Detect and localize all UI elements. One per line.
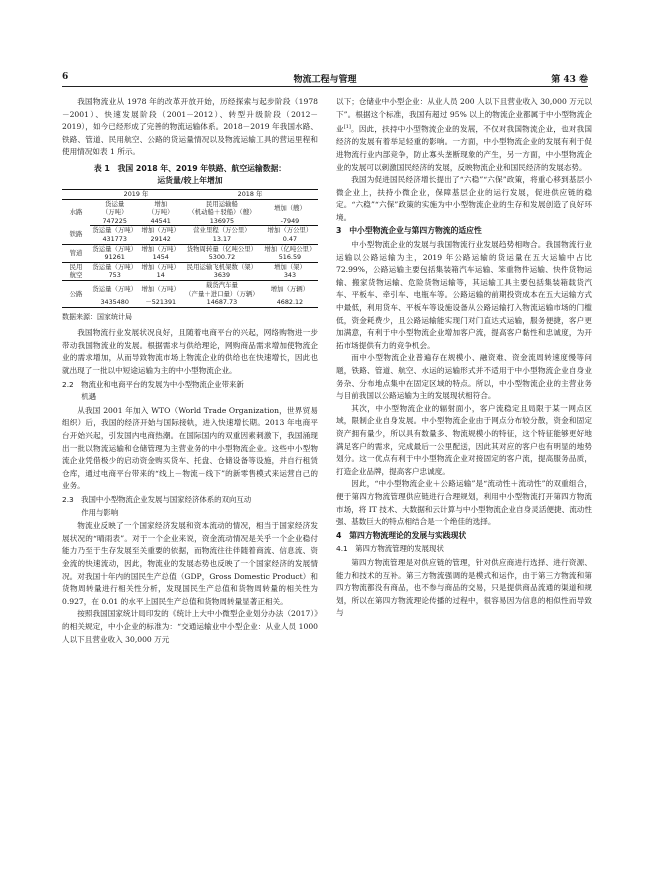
paragraph: 中小型物流企业的发展与我国物流行业发展趋势相吻合。我国物流行业运输以公路运输为主，2019 年公路运输的货运量在五大运输中占比 72.99%，公路运输主要包括集装箱汽车运输、笨重物件运输、快件货物运输、搬家货物运输、危险货物运输等，其运输工具主要包括集装箱载货汽车、平板车、牵引车、电瓶车等。公路运输的前期投资成本在五大运输方式中最低，利用货车、平板车等设施设备从公路运输打入物流运输市场的门槛低，资金耗费少，且公路运输能实现门对门直达式运输，服务便捷，客户更加满意，有利于中小型物流企业增加客户流，提高客户黏性和忠诚度，为开拓市场提供有力的竞争机会。: [336, 240, 592, 350]
table-cell: 516.59: [262, 253, 318, 262]
section-heading-2-2: 2.2 物流业和电商平台的发展为中小型物流企业带来新 机遇: [62, 379, 244, 402]
row-label: 铁路: [62, 226, 90, 244]
volume-label: 第 43 卷: [551, 75, 588, 85]
table-header-cell: 货运量（万吨）: [92, 244, 138, 253]
table-header-cell: 增加（万辆）: [270, 285, 310, 294]
running-header: [62, 70, 588, 87]
table-header-cell: 增加（架）: [273, 262, 306, 271]
paragraph: 以下；仓储业中小型企业：从业人员 200 人以下且营业收入 30,000 万元以下”。根据这个标准，我国有超过 95% 以上的物流企业都属于中小型物流企业[1]。因此，扶持中小型物流企业的发展，不仅对我国物流企业，也对我国经济的发展有着举足轻重的影响。一方面，中小型物流企业的发展有利于促进物流行业内部竞争，防止寡头垄断现象的产生，另一方面，中小型物流企业的发展可以刺激国民经济的发展，反映物流企业和国民经济的发展态势。: [336, 97, 592, 172]
table-cell: 14: [139, 271, 182, 280]
table-cell: 29142: [139, 235, 182, 244]
table-header-cell: 增加（万吨）: [141, 226, 180, 235]
table-header-cell: 货运量（万吨）: [92, 262, 138, 271]
paragraph: 我国为促进国民经济增长提出了“六稳”“六保”政策，将重心移到基层小微企业上，扶持小微企业，保障基层企业的运行发展，促进供应链的稳定。“六稳”“六保”政策的实施为中小型物流企业的生存和发展创造了良好环境。: [336, 175, 592, 222]
table-header-cell: 货运量（万吨）: [92, 285, 138, 294]
section-heading-4: 4 第四方物流理论的发展与实践现状: [336, 530, 467, 540]
table-header-cell: 民用运输飞机架数（架）: [186, 262, 258, 271]
table-year-2019: 2019 年: [90, 189, 182, 199]
paragraph: 其次，中小型物流企业的辐射面小，客户流稳定且局限于某一网点区域，限制企业自身发展。中小型物流企业由于网点分布较分散，资金和固定资产拥有量少，所以具有数量多、物流规模小的特征，这个特征能够更好地满足客户的需求，完成最后一公里配送，因此其对应的客户也有明显的地势划分。这一优点有利于中小型物流企业对接固定的客户流，提高服务品质，打造企业品牌，提高客户忠诚度。: [336, 403, 592, 476]
paragraph: 我国物流业从 1978 年的改革开放开始，历经探索与起步阶段（1978－2001）、快速发展阶段（2001－2012）、转型升级阶段（2012－2019），如今已经形成了完善的物流运输体系。2018－2019 年我国水路、铁路、管道、民用航空、公路的货运量情况以及物流运输工具的营运里程和使用情况如表 1 所示。: [62, 97, 318, 157]
paragraph: 物流业反映了一个国家经济发展和资本流动的情况，相当于国家经济发展状况的“晴雨表”。对于一个企业来说，资金流动情况是关乎一个企业稳付能力乃至于生存发展至关重要的依据，而物流往往伴随着商流、信息流、资金流的快速流动，因此，物流业的发展态势也反映了一个国家经济的发展情况。对我国十年内的国民生产总值（GDP，Gross Domestic Product）和货物周转量进行相关性分析，发现国民生产总值和货物周转量的相关性为 0.927，在 0.01 的水平上国民生产总值和货物周转量显著正相关。: [62, 521, 318, 606]
table-header-cell: 货物周转量（亿吨公里）: [186, 244, 258, 253]
table-source: 数据来源：国家统计局: [62, 312, 132, 321]
table-cell: -7949: [262, 217, 318, 226]
table-cell: 3435480: [90, 298, 139, 307]
right-column: [336, 96, 592, 620]
table-cell: －521391: [139, 298, 182, 307]
table-header-cell: 民用运输船 （机动船＋驳船）（艘）: [188, 199, 256, 217]
table-cell: 4682.12: [262, 298, 318, 307]
table-header-cell: 增加（万吨）: [141, 262, 180, 271]
table-header-cell: 增加（艘）: [273, 203, 306, 212]
page-number: 6: [62, 72, 69, 82]
section-heading-3: 3 中小型物流企业与第四方物流的适应性: [336, 226, 482, 236]
table-header-cell: 增加（万公里）: [267, 226, 313, 235]
table-cell: 3639: [182, 271, 262, 280]
table-header-cell: 增加（万吨）: [141, 244, 180, 253]
row-label: 水路: [69, 208, 83, 217]
transport-data-table: [62, 189, 318, 308]
table-cell: 136975: [182, 217, 262, 226]
table-header-cell: 货运量 （万吨）: [101, 199, 128, 217]
section-heading-4-1: 4.1 第四方物流管理的发展现状: [336, 544, 444, 554]
table-cell: 1454: [139, 253, 182, 262]
table-caption: 表 1 我国 2018 年、2019 年铁路、航空运输数据： 运货量/较上年增加: [93, 163, 287, 185]
table-cell: 91261: [90, 253, 139, 262]
journal-title: 物流工程与管理: [293, 75, 357, 85]
table-cell: 0.47: [262, 235, 318, 244]
table-cell: 5300.72: [182, 253, 262, 262]
paragraph: 因此，“中小型物流企业＋公路运输”是“流动性＋流动性”的双重组合，便于第四方物流管理供应链进行合理规划，利用中小型物流打开第四方物流市场，将 IT 技术、大数据和云计算与中小型物流企业自身灵活便捷、流动性强、基数巨大的特点相结合是一个绝佳的选择。: [336, 479, 592, 527]
table-year-2018: 2018 年: [182, 189, 318, 199]
paragraph: 从我国 2001 年加入 WTO（World Trade Organization，世界贸易组织）后，我国的经济开始与国际接轨，进入快速增长期。2013 年电商平台开始兴起，引发国内电商热潮。在国际国内的双重因素刺激下，我国涌现出一批以物流运输和仓储管理为主营业务的中小型物流企业。这些中小型物流企业凭借极少的启动资金购买货车、托盘、仓储设备等设施，并自行租赁仓库，通过电商平台带来的“线上－物流－线下”的新零售模式来运营自己的业务。: [62, 405, 318, 491]
table-cell: 44541: [139, 217, 182, 226]
table-header-cell: 增加（亿吨公里）: [264, 244, 316, 253]
citation: [1]: [343, 124, 351, 131]
table-header-cell: 载货汽车量 （产量＋进口量）（万辆）: [185, 280, 259, 298]
table-cell: 14687.73: [182, 298, 262, 307]
table-header-cell: 增加 （万吨）: [147, 199, 174, 217]
paragraph: 第四方物流管理是对供应链的管理，针对供应商进行选择、进行资源、能力和技术的互补。第三方物流强调的是模式和运作，由于第三方物流和第四方物流都没有商品，也不参与商品的交易，只是提供商品流通的渠道和规划，所以在第四方物流理论传播的过程中，很容易因为信息的相似性而导致与: [336, 557, 592, 618]
paragraph: 我国物流行业发展状况良好，且随着电商平台的兴起，网络购物进一步带动我国物流业的发展。根据需求与供给理论，网购商品需求增加使物流企业的需求增加，从而导致物流市场上物流企业的供给也在快速增长，因此也就出现了一批以中短途运输为主的中小型物流企业。: [62, 328, 318, 376]
section-heading-2-3: 2.3 我国中小型物流企业发展与国家经济体系的双向互动 作用与影响: [62, 495, 252, 517]
paragraph: 而中小型物流企业普遍存在规模小、融资难、资金流周转速度慢等问题，铁路、管道、航空、水运的运输形式并不适用于中小型物流企业自身业务杂、分布地点集中在固定区域的特点。所以，中小型物流企业的主营业务与目前我国以公路运输为主的发展现状相符合。: [336, 353, 592, 401]
table-cell: 13.17: [182, 235, 262, 244]
row-label: 公路: [62, 280, 90, 307]
table-cell: 747225: [90, 217, 139, 226]
table-cell: 753: [90, 271, 139, 280]
row-label: 管道: [62, 244, 90, 262]
table-header-cell: 营业里程（万公里）: [193, 226, 251, 235]
table-cell: 431773: [90, 235, 139, 244]
row-label: 民用 航空: [62, 262, 90, 280]
table-cell: 343: [262, 271, 318, 280]
table-header-cell: 货运量（万吨）: [92, 226, 138, 235]
table-header-cell: 增加（万吨）: [141, 285, 180, 294]
paragraph: 按照我国国家统计局印发的《统计上大中小微型企业划分办法（2017）》的相关规定，中小企业的标准为：“交通运输业中小型企业：从业人员 1000 人以下且营业收入 30,000 万元: [62, 609, 318, 644]
left-column: [62, 96, 318, 646]
